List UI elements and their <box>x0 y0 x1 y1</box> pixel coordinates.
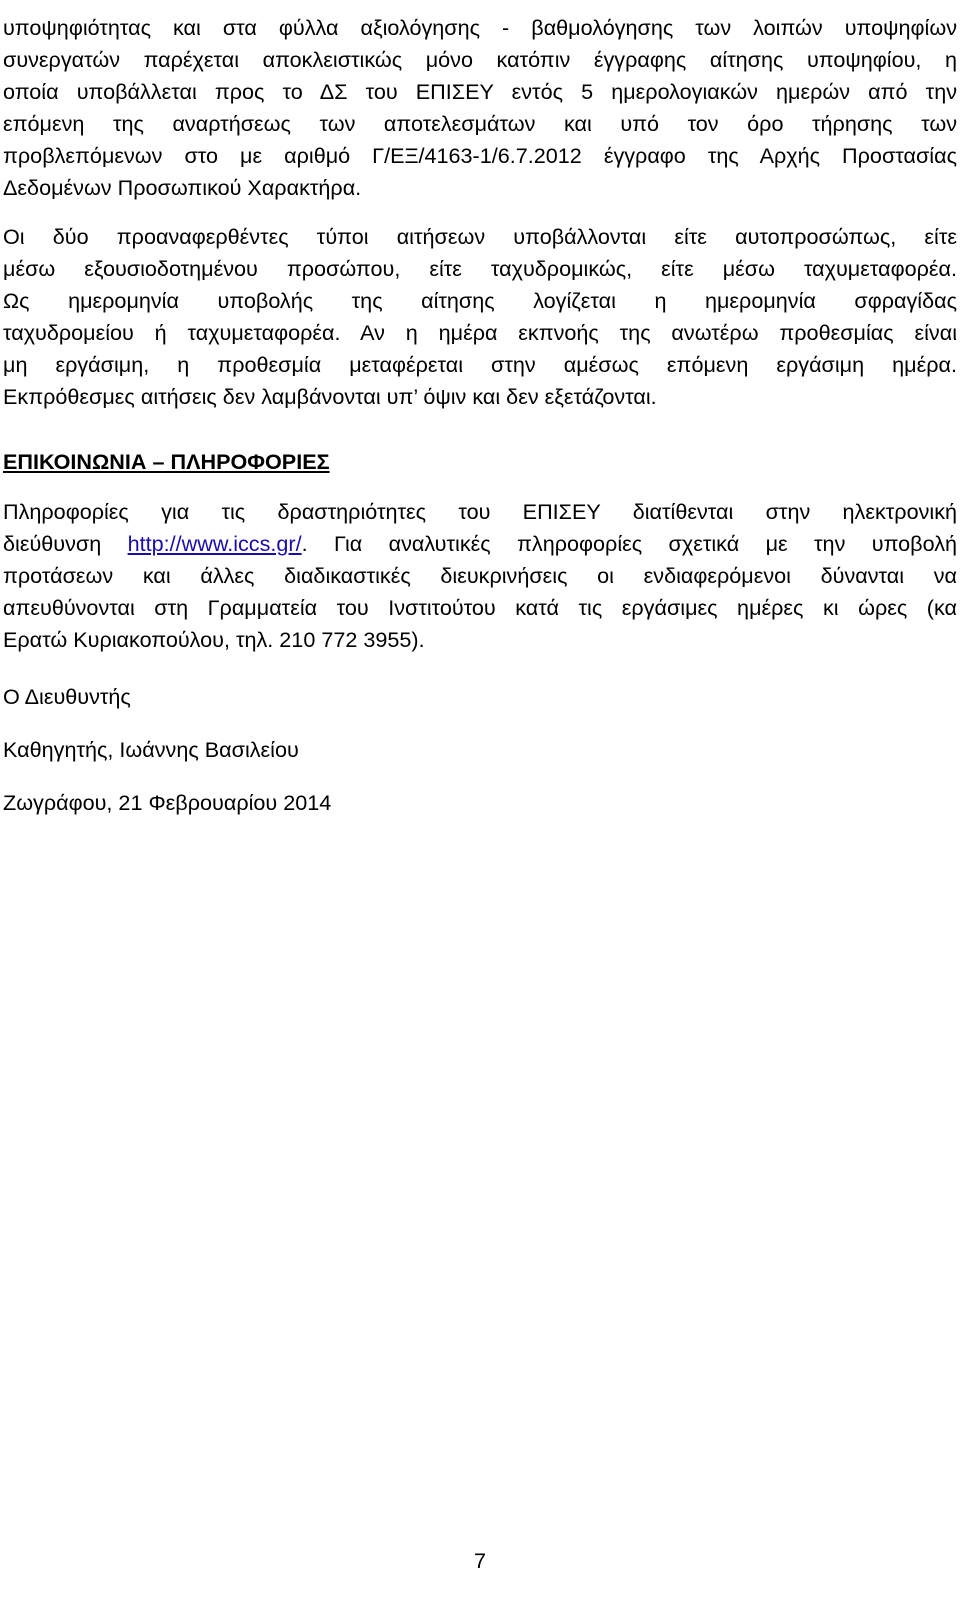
paragraph-application-terms <box>3 12 957 204</box>
signer-title <box>3 681 957 713</box>
signer-name <box>3 734 957 766</box>
link-prefix-text: διεύθυνση <box>3 531 128 556</box>
text-line: Πληροφορίες για τις δραστηριότητες του ΕΠΙΣΕΥ διατίθενται στην ηλεκτρονική <box>3 499 957 524</box>
place-date-text: Ζωγράφου, 21 Φεβρουαρίου 2014 <box>3 790 332 815</box>
link-suffix-text: . Για αναλυτικές πληροφορίες σχετικά με την υποβολή <box>301 531 957 556</box>
text-line: ταχυδρομείου ή ταχυμεταφορέα. Αν η ημέρα εκπνοής της ανωτέρω προθεσμίας είναι <box>3 320 957 345</box>
section-heading-text: ΕΠΙΚΟΙΝΩΝΙΑ – ΠΛΗΡΟΦΟΡΙΕΣ <box>3 449 330 474</box>
page-number: 7 <box>473 1548 486 1573</box>
text-line: μη εργάσιμη, η προθεσμία μεταφέρεται στην αμέσως επόμενη εργάσιμη ημέρα. <box>3 352 957 377</box>
text-line: Οι δύο προαναφερθέντες τύποι αιτήσεων υποβάλλονται είτε αυτοπροσώπως, είτε <box>3 224 957 249</box>
text-line: απευθύνονται στη Γραμματεία του Ινστιτούτου κατά τις εργάσιμες ημέρες κι ώρες (κα <box>3 595 957 620</box>
text-line: προβλεπόμενων στο με αριθμό Γ/ΕΞ/4163-1/6.7.2012 έγγραφο της Αρχής Προστασίας <box>3 143 957 168</box>
text-line: μέσω εξουσιοδοτημένου προσώπου, είτε ταχυδρομικώς, είτε μέσω ταχυμεταφορέα. <box>3 256 957 281</box>
text-line: υποψηφιότητας και στα φύλλα αξιολόγησης - βαθμολόγησης των λοιπών υποψηφίων <box>3 15 957 40</box>
text-line: επόμενη της αναρτήσεως των αποτελεσμάτων και υπό τον όρο τήρησης των <box>3 111 957 136</box>
signer-name-text: Καθηγητής, Ιωάννης Βασιλείου <box>3 737 299 762</box>
text-line: συνεργατών παρέχεται αποκλειστικώς μόνο κατόπιν έγγραφης αίτησης υποψηφίου, η <box>3 47 957 72</box>
paragraph-contact-info <box>3 496 957 656</box>
paragraph-submission-methods <box>3 221 957 413</box>
text-line: Ερατώ Κυριακοπούλου, τηλ. 210 772 3955). <box>3 627 425 652</box>
text-line: Δεδομένων Προσωπικού Χαρακτήρα. <box>3 175 362 200</box>
text-line-with-link <box>3 528 957 560</box>
text-line: Εκπρόθεσμες αιτήσεις δεν λαμβάνονται υπ’ όψιν και δεν εξετάζονται. <box>3 384 657 409</box>
section-heading <box>3 446 957 478</box>
text-line: οποία υποβάλλεται προς το ΔΣ του ΕΠΙΣΕΥ εντός 5 ημερολογιακών ημερών από την <box>3 79 957 104</box>
website-link[interactable]: http://www.iccs.gr/ <box>127 531 302 556</box>
place-date <box>3 787 957 819</box>
text-line: Ως ημερομηνία υποβολής της αίτησης λογίζεται η ημερομηνία σφραγίδας <box>3 288 957 313</box>
signer-title-text: Ο Διευθυντής <box>3 684 131 709</box>
text-line: προτάσεων και άλλες διαδικαστικές διευκρινήσεις οι ενδιαφερόμενοι δύνανται να <box>3 563 957 588</box>
